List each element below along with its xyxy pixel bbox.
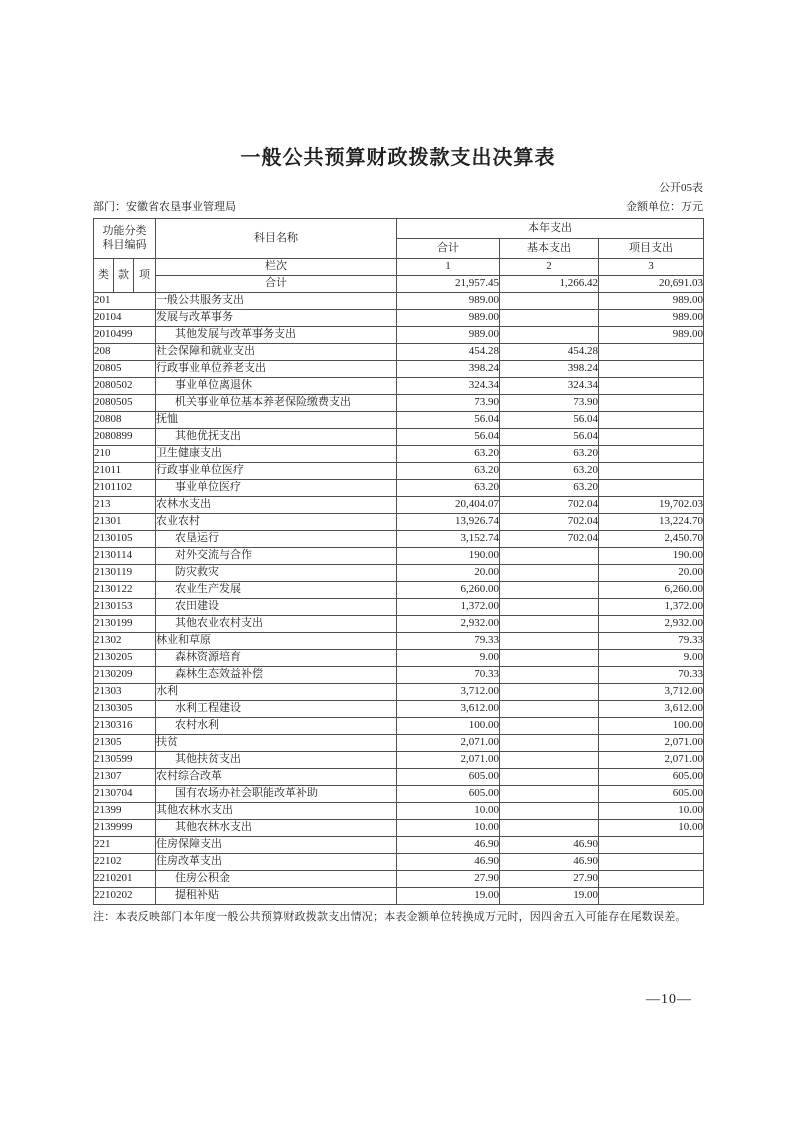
row-basic-value: 73.90 — [500, 395, 599, 412]
row-subject-name: 事业单位离退休 — [156, 378, 397, 395]
table-row — [94, 769, 704, 786]
table-row — [94, 820, 704, 837]
row-basic-value: 454.28 — [500, 344, 599, 361]
row-code: 21307 — [94, 769, 156, 786]
page-number: —10— — [646, 992, 692, 1007]
row-total-value: 605.00 — [397, 786, 500, 803]
table-row — [94, 429, 704, 446]
row-total-value: 2,071.00 — [397, 752, 500, 769]
page-title: 一般公共预算财政拨款支出决算表 — [240, 147, 556, 169]
row-code: 2130209 — [94, 667, 156, 684]
row-basic-value: 46.90 — [500, 854, 599, 871]
table-row — [94, 616, 704, 633]
row-subject-name: 其他优抚支出 — [156, 429, 397, 446]
row-subject-name: 住房改革支出 — [156, 854, 397, 871]
row-total-value: 3,712.00 — [397, 684, 500, 701]
row-basic-value: 63.20 — [500, 480, 599, 497]
row-project-value: 100.00 — [599, 718, 704, 735]
table-row — [94, 871, 704, 888]
row-basic-value — [500, 820, 599, 837]
row-project-value — [599, 480, 704, 497]
header-section: 款 — [114, 259, 134, 293]
header-col-index-1: 1 — [397, 259, 500, 276]
row-project-value: 20.00 — [599, 565, 704, 582]
row-code: 210 — [94, 446, 156, 463]
header-lanci: 栏次 — [156, 259, 397, 276]
row-project-value: 10.00 — [599, 820, 704, 837]
row-total-value: 6,260.00 — [397, 582, 500, 599]
table-row — [94, 480, 704, 497]
row-subject-name: 社会保障和就业支出 — [156, 344, 397, 361]
row-total-value: 20.00 — [397, 565, 500, 582]
row-basic-value: 63.20 — [500, 463, 599, 480]
row-basic-value: 56.04 — [500, 412, 599, 429]
row-project-value — [599, 854, 704, 871]
row-subject-name: 森林生态效益补偿 — [156, 667, 397, 684]
row-project-value — [599, 344, 704, 361]
row-subject-name: 农村水利 — [156, 718, 397, 735]
row-total-value: 19.00 — [397, 888, 500, 905]
row-project-value: 989.00 — [599, 310, 704, 327]
row-subject-name: 农垦运行 — [156, 531, 397, 548]
row-subject-name: 扶贫 — [156, 735, 397, 752]
row-basic-value: 324.34 — [500, 378, 599, 395]
row-total-value: 20,404.07 — [397, 497, 500, 514]
table-row — [94, 446, 704, 463]
row-project-value: 10.00 — [599, 803, 704, 820]
table-row — [94, 531, 704, 548]
row-total-value: 10.00 — [397, 820, 500, 837]
row-total-value: 398.24 — [397, 361, 500, 378]
budget-table — [93, 218, 704, 905]
table-row — [94, 735, 704, 752]
row-code: 2130105 — [94, 531, 156, 548]
row-subject-name: 国有农场办社会职能改革补助 — [156, 786, 397, 803]
row-total-value: 605.00 — [397, 769, 500, 786]
row-project-value — [599, 361, 704, 378]
row-code: 213 — [94, 497, 156, 514]
row-subject-name: 行政事业单位养老支出 — [156, 361, 397, 378]
row-total-value: 324.34 — [397, 378, 500, 395]
row-basic-value: 63.20 — [500, 446, 599, 463]
row-total-value: 46.90 — [397, 854, 500, 871]
department-label: 部门：安徽省农垦事业管理局 — [93, 201, 236, 213]
row-basic-value — [500, 752, 599, 769]
table-row — [94, 650, 704, 667]
grand-total-basic: 1,266.42 — [500, 276, 599, 293]
table-header — [94, 219, 704, 293]
row-code: 21399 — [94, 803, 156, 820]
table-row — [94, 412, 704, 429]
row-code: 2210202 — [94, 888, 156, 905]
row-code: 20808 — [94, 412, 156, 429]
document-content — [93, 0, 703, 924]
row-subject-name: 农林水支出 — [156, 497, 397, 514]
row-subject-name: 其他农业农村支出 — [156, 616, 397, 633]
row-total-value: 3,152.74 — [397, 531, 500, 548]
table-row — [94, 582, 704, 599]
table-row — [94, 497, 704, 514]
row-project-value: 1,372.00 — [599, 599, 704, 616]
row-subject-name: 森林资源培育 — [156, 650, 397, 667]
row-subject-name: 农业农村 — [156, 514, 397, 531]
row-basic-value — [500, 616, 599, 633]
row-basic-value: 56.04 — [500, 429, 599, 446]
grand-total-project: 20,691.03 — [599, 276, 704, 293]
table-row — [94, 378, 704, 395]
table-row — [94, 361, 704, 378]
row-total-value: 79.33 — [397, 633, 500, 650]
header-col-project: 项目支出 — [599, 239, 704, 259]
row-basic-value — [500, 582, 599, 599]
row-project-value — [599, 888, 704, 905]
row-total-value: 70.33 — [397, 667, 500, 684]
table-row — [94, 803, 704, 820]
row-project-value: 2,450.70 — [599, 531, 704, 548]
row-basic-value: 702.04 — [500, 514, 599, 531]
row-code: 2080505 — [94, 395, 156, 412]
row-subject-name: 提租补贴 — [156, 888, 397, 905]
row-code: 2130316 — [94, 718, 156, 735]
header-class: 类 — [94, 259, 114, 293]
row-code: 2010499 — [94, 327, 156, 344]
header-item: 项 — [134, 259, 156, 293]
row-subject-name: 其他发展与改革事务支出 — [156, 327, 397, 344]
row-subject-name: 抚恤 — [156, 412, 397, 429]
row-project-value: 13,224.70 — [599, 514, 704, 531]
row-subject-name: 农村综合改革 — [156, 769, 397, 786]
row-basic-value — [500, 786, 599, 803]
grand-total-row — [94, 276, 704, 293]
row-code: 21011 — [94, 463, 156, 480]
row-code: 2130199 — [94, 616, 156, 633]
row-code: 221 — [94, 837, 156, 854]
row-basic-value — [500, 633, 599, 650]
row-basic-value: 398.24 — [500, 361, 599, 378]
grand-total-label: 合计 — [156, 276, 397, 293]
row-project-value — [599, 871, 704, 888]
table-row — [94, 837, 704, 854]
row-project-value: 3,712.00 — [599, 684, 704, 701]
header-code-group-line1: 功能分类 — [102, 224, 147, 237]
table-row — [94, 395, 704, 412]
row-basic-value — [500, 293, 599, 310]
row-total-value: 190.00 — [397, 548, 500, 565]
row-total-value: 56.04 — [397, 412, 500, 429]
row-code: 2139999 — [94, 820, 156, 837]
row-project-value: 989.00 — [599, 327, 704, 344]
row-code: 2130704 — [94, 786, 156, 803]
row-code: 21305 — [94, 735, 156, 752]
row-project-value: 2,932.00 — [599, 616, 704, 633]
row-total-value: 27.90 — [397, 871, 500, 888]
row-code: 2210201 — [94, 871, 156, 888]
row-code: 21301 — [94, 514, 156, 531]
table-row — [94, 565, 704, 582]
row-total-value: 56.04 — [397, 429, 500, 446]
row-code: 2130153 — [94, 599, 156, 616]
row-total-value: 2,071.00 — [397, 735, 500, 752]
row-subject-name: 林业和草原 — [156, 633, 397, 650]
row-total-value: 3,612.00 — [397, 701, 500, 718]
row-subject-name: 防灾救灾 — [156, 565, 397, 582]
row-total-value: 46.90 — [397, 837, 500, 854]
row-total-value: 10.00 — [397, 803, 500, 820]
table-row — [94, 718, 704, 735]
header-code-group — [94, 219, 156, 259]
table-row — [94, 667, 704, 684]
public-table-code: 公开05表 — [659, 182, 703, 194]
row-subject-name: 其他农林水支出 — [156, 820, 397, 837]
row-project-value: 6,260.00 — [599, 582, 704, 599]
row-subject-name: 机关事业单位基本养老保险缴费支出 — [156, 395, 397, 412]
row-subject-name: 卫生健康支出 — [156, 446, 397, 463]
row-subject-name: 事业单位医疗 — [156, 480, 397, 497]
row-total-value: 63.20 — [397, 480, 500, 497]
row-total-value: 100.00 — [397, 718, 500, 735]
row-basic-value: 702.04 — [500, 497, 599, 514]
row-project-value: 70.33 — [599, 667, 704, 684]
row-project-value — [599, 395, 704, 412]
row-code: 22102 — [94, 854, 156, 871]
row-basic-value: 19.00 — [500, 888, 599, 905]
row-total-value: 63.20 — [397, 446, 500, 463]
row-code: 2130119 — [94, 565, 156, 582]
table-row — [94, 752, 704, 769]
row-subject-name: 发展与改革事务 — [156, 310, 397, 327]
row-total-value: 989.00 — [397, 293, 500, 310]
table-row — [94, 701, 704, 718]
row-total-value: 9.00 — [397, 650, 500, 667]
row-code: 201 — [94, 293, 156, 310]
row-project-value — [599, 446, 704, 463]
row-basic-value — [500, 803, 599, 820]
header-subject-name: 科目名称 — [156, 219, 397, 259]
table-row — [94, 633, 704, 650]
row-basic-value: 46.90 — [500, 837, 599, 854]
row-basic-value — [500, 565, 599, 582]
row-project-value: 19,702.03 — [599, 497, 704, 514]
table-row — [94, 684, 704, 701]
table-row — [94, 293, 704, 310]
row-code: 2130205 — [94, 650, 156, 667]
row-project-value: 605.00 — [599, 786, 704, 803]
row-basic-value — [500, 667, 599, 684]
row-project-value — [599, 429, 704, 446]
row-project-value — [599, 378, 704, 395]
row-subject-name: 对外交流与合作 — [156, 548, 397, 565]
header-code-group-line2: 科目编码 — [102, 238, 147, 251]
row-code: 21302 — [94, 633, 156, 650]
row-project-value: 3,612.00 — [599, 701, 704, 718]
row-project-value: 605.00 — [599, 769, 704, 786]
row-total-value: 13,926.74 — [397, 514, 500, 531]
row-total-value: 989.00 — [397, 310, 500, 327]
row-code: 2130305 — [94, 701, 156, 718]
header-col-index-2: 2 — [500, 259, 599, 276]
row-code: 2130599 — [94, 752, 156, 769]
row-subject-name: 农田建设 — [156, 599, 397, 616]
header-col-total: 合计 — [397, 239, 500, 259]
header-col-index-3: 3 — [599, 259, 704, 276]
row-basic-value — [500, 769, 599, 786]
row-basic-value: 702.04 — [500, 531, 599, 548]
row-basic-value — [500, 310, 599, 327]
row-total-value: 454.28 — [397, 344, 500, 361]
row-total-value: 989.00 — [397, 327, 500, 344]
row-subject-name: 其他扶贫支出 — [156, 752, 397, 769]
row-total-value: 1,372.00 — [397, 599, 500, 616]
row-subject-name: 一般公共服务支出 — [156, 293, 397, 310]
row-basic-value — [500, 718, 599, 735]
footnote: 注：本表反映部门本年度一般公共预算财政拨款支出情况；本表金额单位转换成万元时，因四舍五入可能存在尾数误差。 — [93, 911, 687, 923]
table-row — [94, 344, 704, 361]
row-project-value: 9.00 — [599, 650, 704, 667]
table-row — [94, 310, 704, 327]
row-subject-name: 水利 — [156, 684, 397, 701]
meta-row — [93, 198, 703, 214]
row-code: 20805 — [94, 361, 156, 378]
row-total-value: 2,932.00 — [397, 616, 500, 633]
row-project-value — [599, 837, 704, 854]
table-row — [94, 854, 704, 871]
table-row — [94, 599, 704, 616]
row-basic-value — [500, 701, 599, 718]
row-code: 2101102 — [94, 480, 156, 497]
row-project-value: 2,071.00 — [599, 735, 704, 752]
header-col-basic: 基本支出 — [500, 239, 599, 259]
row-basic-value — [500, 650, 599, 667]
row-subject-name: 住房保障支出 — [156, 837, 397, 854]
row-total-value: 63.20 — [397, 463, 500, 480]
row-basic-value — [500, 684, 599, 701]
row-code: 208 — [94, 344, 156, 361]
table-row — [94, 548, 704, 565]
row-code: 2130122 — [94, 582, 156, 599]
row-basic-value — [500, 548, 599, 565]
row-subject-name: 其他农林水支出 — [156, 803, 397, 820]
grand-total-total: 21,957.45 — [397, 276, 500, 293]
row-project-value: 2,071.00 — [599, 752, 704, 769]
row-code: 2130114 — [94, 548, 156, 565]
row-subject-name: 农业生产发展 — [156, 582, 397, 599]
row-project-value: 190.00 — [599, 548, 704, 565]
table-row — [94, 514, 704, 531]
row-project-value: 989.00 — [599, 293, 704, 310]
table-body — [94, 293, 704, 905]
row-total-value: 73.90 — [397, 395, 500, 412]
row-basic-value: 27.90 — [500, 871, 599, 888]
table-row — [94, 786, 704, 803]
row-code: 20104 — [94, 310, 156, 327]
header-current-year: 本年支出 — [397, 219, 704, 239]
row-basic-value — [500, 327, 599, 344]
row-project-value: 79.33 — [599, 633, 704, 650]
row-subject-name: 住房公积金 — [156, 871, 397, 888]
table-row — [94, 327, 704, 344]
row-subject-name: 水利工程建设 — [156, 701, 397, 718]
row-code: 2080899 — [94, 429, 156, 446]
row-basic-value — [500, 599, 599, 616]
row-subject-name: 行政事业单位医疗 — [156, 463, 397, 480]
row-basic-value — [500, 735, 599, 752]
row-code: 2080502 — [94, 378, 156, 395]
row-project-value — [599, 412, 704, 429]
table-row — [94, 888, 704, 905]
row-code: 21303 — [94, 684, 156, 701]
row-project-value — [599, 463, 704, 480]
table-row — [94, 463, 704, 480]
unit-label: 金额单位：万元 — [626, 201, 703, 213]
